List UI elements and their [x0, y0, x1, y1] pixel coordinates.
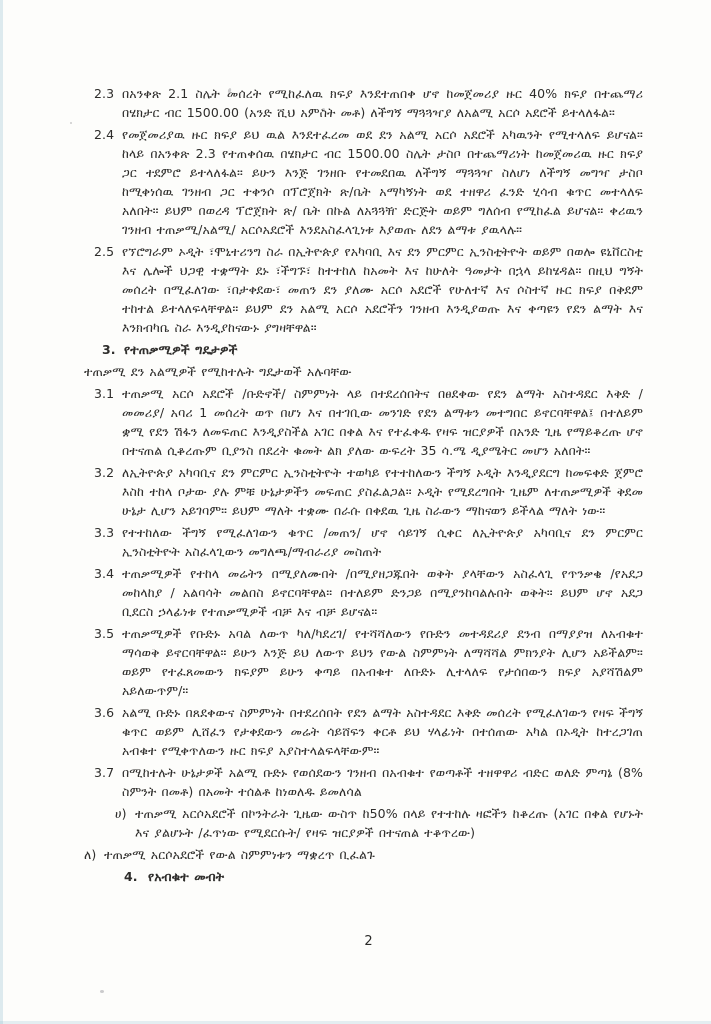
subclause-letter: ሀ)	[115, 806, 127, 821]
clause-3-3	[94, 523, 643, 561]
clause-number: 3.2	[94, 465, 115, 480]
clause-3-4	[94, 564, 643, 621]
subclause-text: ተጠቃሚ አርሶአደሮች በኮንትራት ጊዜው ውስጥ ከ50% በላይ የተተከሉ ዛፎችን ከቆረጡ (አገር በቀል የሆኑት እና ያልሆኑት /ፈጥነው የሚደርሱት/ የዛፍ ዝርያዎች በተናጠል ተቆጥረው)	[135, 806, 643, 840]
clause-number: 2.3	[94, 86, 115, 101]
clause-number: 3.4	[94, 566, 115, 581]
clause-3-5	[94, 624, 643, 700]
section-title: የአብቁተ መብት	[148, 869, 225, 884]
clause-number: 3.7	[94, 765, 115, 780]
clause-number: 2.4	[94, 127, 115, 142]
page-number: 2	[364, 934, 373, 949]
clause-3-7	[94, 763, 643, 801]
section-number: 4.	[124, 869, 138, 884]
subclause-le	[84, 845, 643, 864]
section-3-heading	[102, 340, 643, 359]
clause-number: 3.3	[94, 525, 115, 540]
clause-3-1	[94, 384, 643, 460]
clause-text: አልሚ ቡድኑ በጸደቀውና ስምምነት በተደረሰበት የደን ልማት አስተዳደር እቅድ መሰረት የሚፈለገውን የዛፍ ችግኝ ቁጥር ወይም ሊሸፈን የታቀደውን መሬት ሳይሸፍን ቀርቶ ይህ ሃላፊነት በተሰጠው አካል በኦዲት ከተረጋገጠ አብቁተ የሚቀጥለውን ዙር ክፍያ አያስተላልፍላቸውም።	[122, 705, 643, 758]
clause-number: 2.5	[94, 244, 115, 259]
clause-2-3	[94, 84, 643, 122]
clause-number: 3.6	[94, 705, 115, 720]
subclause-ha	[115, 804, 643, 842]
scan-speckle	[100, 990, 104, 993]
section-3-intro	[84, 362, 643, 381]
subclause-letter: ለ)	[84, 847, 97, 862]
intro-text: ተጠቃሚ ደን አልሚዎች የሚከተሉት ግዴታወች አሉባቸው	[84, 364, 352, 379]
clause-text: የመጀመሪያዉ ዙር ክፍያ ይህ ዉል እንደተፈረመ ወደ ደን አልሚ አርሶ አደሮች አካዉንት የሚተላለፍ ይሆናል። ከላይ በአንቀጽ 2.3 የተጠቀሰዉ በሄክታር ብር 1500.00 ስሌት ታስቦ በተጨማሪነት ከመጀመሪዉ ዙር ክፍያ ጋር ተደምሮ ይተላለፋል። ይሁን እንጅ ገንዘቡ የተመደበዉ ለችግኝ ማጓጓዣ ስለሆነ ለችግኝ መግዣ ታስቦ ከሚቀነሰዉ ገንዘብ ጋር ተቀንሶ በፕሮጀክት ጽ/ቤት አማካኝነት ወደ ተዘዋሪ ፈንድ ሂሳብ ቁጥር መተላለፍ አለበት። ይህም በወረዳ ፕሮጀክት ጽ/ ቤት በኩል ለአጓጓዥ ድርጅት ወይም ግለሰብ የሚከፈል ይሆናል። ቀሪዉን ገንዘብ ተጠቃሚ/አልሚ/ አርሶአደሮች እንደአስፈላጊነቱ እያወጡ ለደን ልማቱ ያዉላሉ።	[122, 127, 643, 237]
section-number: 3.	[102, 342, 116, 357]
clause-text: የተተከለው ችግኝ የሚፈለገውን ቁጥር /መጠን/ ሆኖ ሳይገኝ ሲቀር ለኢትዮጵያ አካባቢና ደን ምርምር ኢንስቲትዮት አስፈላጊውን መግለጫ/ማብራሪያ መስጠት	[122, 525, 643, 559]
clause-2-5	[94, 242, 643, 337]
clause-text: ተጠቃሚ አርሶ አደሮች /ቡድኖች/ ስምምነት ላይ በተደረሰበትና በፀደቀው የደን ልማት አስተዳደር እቅድ /መመሪያ/ አባሪ 1 መሰረት ወጥ በሆነ እና በተገቢው መንገድ የደን ልማቱን መተግበር ይኖርባቸዋል፤ በተለይም ቋሚ የደን ሽፋን ለመፍጠር እንዲያስችል አገር በቀል እና የተፈቀዱ የዛፍ ዝርያዎች በአንድ ጊዜ የማይቆረጡ ሆኖ በተናጠል ሲቆረጡም ቢያንስ በደረት ቁመት ልክ ያለው ውፍረት 35 ሳ.ሜ ዲያሜትር መሆን አለበት።	[122, 386, 643, 458]
document-body	[0, 84, 711, 951]
clause-text: ተጠቃሚዎች የተከላ መሬትን በሚያለሙበት /በሚያዘጋጁበት ወቅት ያላቸውን አስፈላጊ የጥንቃቄ /የአደጋ መከላከያ / አልባሳት መልበስ ይኖርባቸዋል። በተለይም ድንጋይ በሚያንከባልሉበት ወቅት። ይህም ሆኖ አደጋ ቢደርስ ኃላፊነቱ የተጠቃሚዎች ብቻ እና ብቻ ይሆናል።	[122, 566, 643, 619]
clause-3-6	[94, 703, 643, 760]
section-title: የተጠቃሚዎች ግዴታዎች	[124, 342, 238, 357]
clause-text: የኘሮግራም ኦዲት ፣ሞኒተሪንግ ስራ በኢትዮጵያ የአካባቢ እና ደን ምርምር ኢንስቲትዮት ወይም በወሎ ዩኒቨርስቲ እና ሌሎች ህጋዊ ተቋማት ደኑ ፣ችግኙ፣ ከተተከለ ከአመት እና ከሁለት ዓመታት በኋላ ይከሄዳል። በዚህ ግኝት መሰረት በሚፈለገው ፣በታቀደው፣ መጠን ደን ያለሙ አርሶ አደሮች የሁለተኛ እና ሶስተኛ ዙር ክፍያ በቅደም ተከተል ይተላለፍላቸዋል። ይህም ደን አልሚ አርሶ አደሮችን ገንዘብ እንዲያወጡ እና ቀጣዩን የደን ልማት እና እንክብካቤ ስራ እንዲያከናውኑ ያግዛቸዋል።	[122, 244, 643, 335]
section-4-heading	[124, 867, 643, 886]
subclause-text: ተጠቃሚ አርሶአደሮች የውል ስምምነቱን ማቋረጥ ቢፈልጉ	[104, 847, 375, 862]
clause-text: ለኢትዮጵያ አካባቢና ደን ምርምር ኢንስቲትዮት ተወካይ የተተከለውን ችግኝ ኦዲት እንዲያደርግ ከመፍቀድ ጀምሮ እስከ ተከላ ቦታው ያሉ ምቹ ሁኔታዎችን መፍጠር ያስፈልጋል። ኦዲት የሚደረግበት ጊዜም ለተጠቃሚዎች ቅደመ ሁኔታ ሊሆን አይገባም። ይህም ማለት ተቋሙ በራሱ በቀደዉ ጊዜ ስራውን ማከናወን ይችላል ማለት ነው።	[122, 465, 643, 518]
clause-2-4	[94, 125, 643, 239]
clause-number: 3.1	[94, 386, 115, 401]
clause-text: ተጠቃሚዎች የቡድኑ አባል ለውጥ ካለ/ካደረገ/ የተሻሻለውን የቡድን መተዳደሪያ ደንብ በማያያዝ ለአብቁተ ማሳወቅ ይኖርባቸዋል። ይሁን እንጅ ይህ ለውጥ ይህን የውል ስምምነት ለማሻሻል ምክንያት ሊሆን አይችልም። ወይም የተፈጸመውን ክፍያም ይሁን ቀጣይ በአብቁተ ለቡድኑ ሊተላለፍ የታሰበውን ክፍያ አያሻሽልም አይለውጥም/።	[122, 626, 643, 698]
clause-number: 3.5	[94, 626, 115, 641]
clause-3-2	[94, 463, 643, 520]
clause-text: በሚከተሉት ሁኔታዎች አልሚ ቡድኑ የወሰደውን ገንዘብ በአብቁተ የወጣቶች ተዘዋዋሪ ብድር ወለድ ምጣኔ (8% ስምንት በመቶ) በአመት ተሰልቶ ከነወለዱ ይመለሳል	[122, 765, 643, 799]
clause-text: በአንቀጽ 2.1 ስሌት መሰረት የሚከፈለዉ ክፍያ እንደተጠበቀ ሆኖ ከመጀመሪያ ዙር 40% ክፍያ በተጨማሪ በሄክታር ብር 1500.00 (አንድ ሺህ አምስት መቶ) ለችግኝ ማጓጓዣያ ለአልሚ አርሶ አደሮች ይተላለፋል።	[122, 86, 643, 120]
